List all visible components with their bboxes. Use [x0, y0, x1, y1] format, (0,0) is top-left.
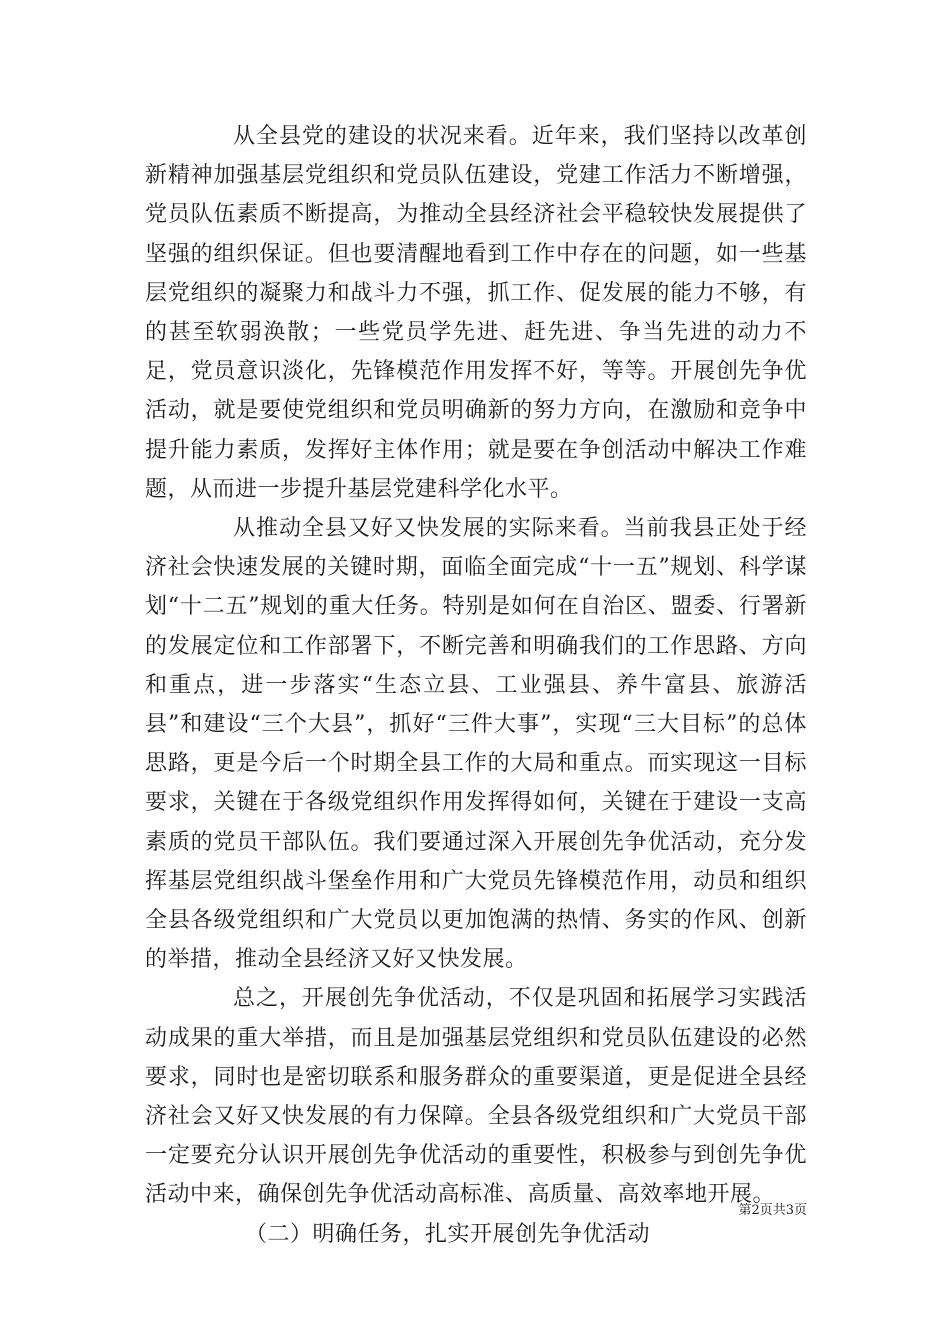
paragraph-party-building: 从全县党的建设的状况来看。近年来，我们坚持以改革创新精神加强基层党组织和党员队伍建设，党建工作活力不断增强，党员队伍素质不断提高，为推动全县经济社会平稳较快发展提供了坚强的组织保证。但也要清醒地看到工作中存在的问题，如一些基层党组织的凝聚力和战斗力不强，抓工作、促发展的能力不够，有的甚至软弱涣散；一些党员学先进、赶先进、争当先进的动力不足，党员意识淡化，先锋模范作用发挥不好，等等。开展创先争优活动，就是要使党组织和党员明确新的努力方向，在激励和竞争中提升能力素质，发挥好主体作用；就是要在争创活动中解决工作难题，从而进一步提升基层党建科学化水平。 — [145, 124, 807, 502]
paragraph-development: 从推动全县又好又快发展的实际来看。当前我县正处于经济社会快速发展的关键时期，面临全面完成“十一五”规划、科学谋划“十二五”规划的重大任务。特别是如何在自治区、盟委、行署新的发展定位和工作部署下，不断完善和明确我们的工作思路、方向和重点，进一步落实“生态立县、工业强县、养牛富县、旅游活县”和建设“三个大县”，抓好“三件大事”，实现“三大目标”的总体思路，更是今后一个时期全县工作的大局和重点。而实现这一目标要求，关键在于各级党组织作用发挥得如何，关键在于建设一支高素质的党员干部队伍。我们要通过深入开展创先争优活动，充分发挥基层党组织战斗堡垒作用和广大党员先锋模范作用，动员和组织全县各级党组织和广大党员以更加饱满的热情、务实的作风、创新的举措，推动全县经济又好又快发展。 — [145, 516, 807, 973]
section-heading: （二）明确任务，扎实开展创先争优活动 — [245, 1221, 651, 1247]
document-body — [145, 117, 807, 1254]
paragraph-summary: 总之，开展创先争优活动，不仅是巩固和拓展学习实践活动成果的重大举措，而且是加强基层党组织和党员队伍建设的必然要求，同时也是密切联系和服务群众的重要渠道，更是促进全县经济社会又好又快发展的有力保障。全县各级党组织和广大党员干部一定要充分认识开展创先争优活动的重要性，积极参与到创先争优活动中来，确保创先争优活动高标准、高质量、高效率地开展。 — [145, 986, 807, 1208]
page-number-footer: 第2页共3页 — [738, 1203, 807, 1218]
